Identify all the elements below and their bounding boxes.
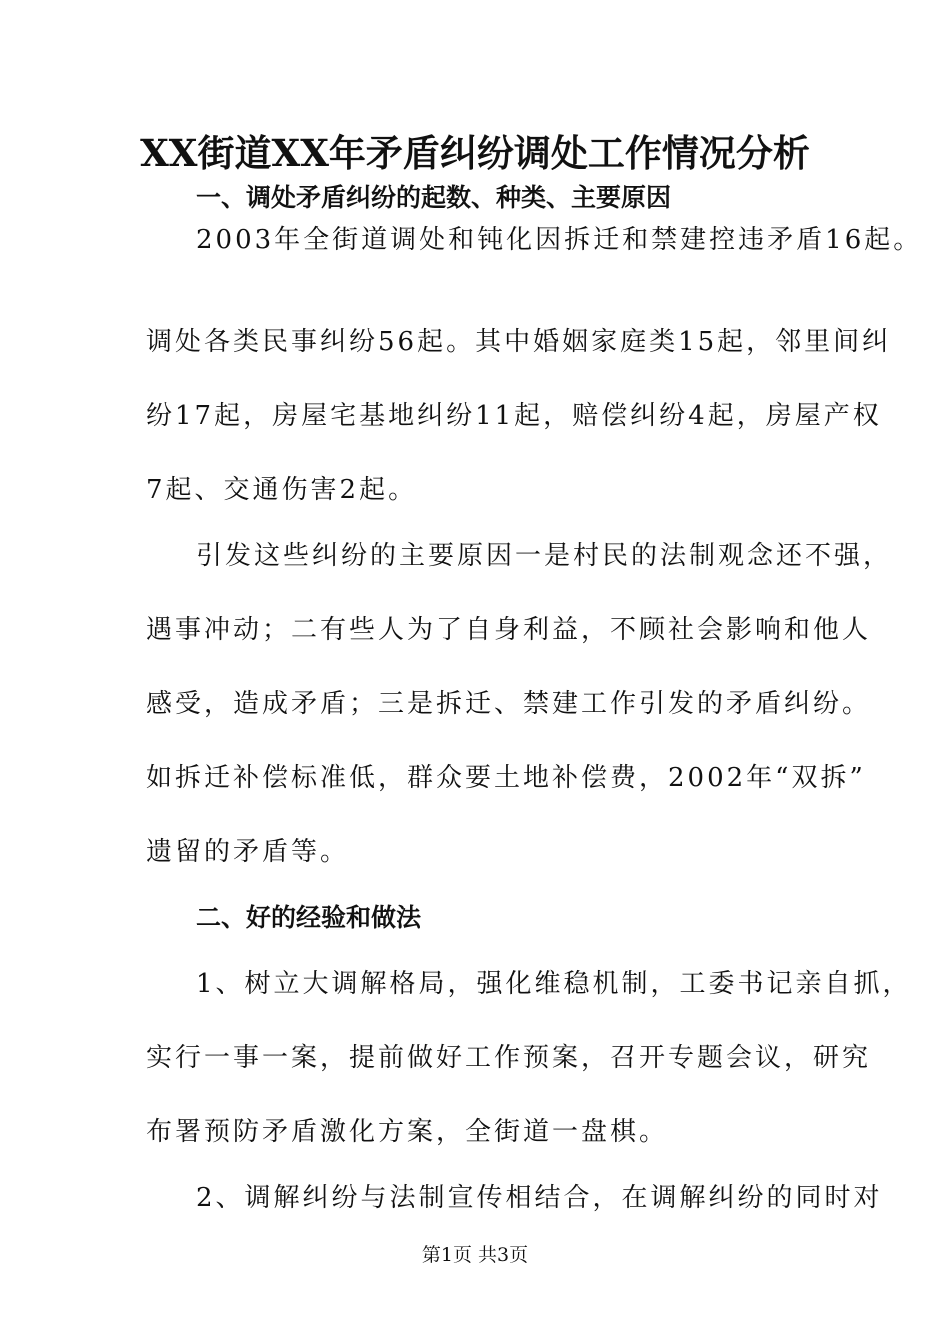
paragraph-line: 如拆迁补偿标准低，群众要土地补偿费，2002年“双拆”: [146, 763, 866, 793]
paragraph-line: 纷17起，房屋宅基地纠纷11起，赔偿纠纷4起，房屋产权: [146, 401, 882, 431]
paragraph-line: 实行一事一案，提前做好工作预案，召开专题会议，研究: [146, 1043, 872, 1073]
section-heading-2: 二、好的经验和做法: [196, 903, 422, 932]
paragraph-line: 调处各类民事纠纷56起。其中婚姻家庭类15起，邻里间纠: [146, 327, 892, 357]
paragraph-line: 遗留的矛盾等。: [146, 837, 350, 867]
document-title: XX街道XX年矛盾纠纷调处工作情况分析: [140, 131, 810, 175]
paragraph-line: 7起、交通伤害2起。: [146, 475, 418, 505]
paragraph-line: 2、调解纠纷与法制宣传相结合，在调解纠纷的同时对: [196, 1183, 883, 1213]
paragraph-line: 1、树立大调解格局，强化维稳机制，工委书记亲自抓，: [196, 969, 912, 999]
paragraph-line: 引发这些纠纷的主要原因一是村民的法制观念还不强，: [196, 541, 893, 571]
page-footer: 第1页 共3页: [421, 1244, 529, 1266]
paragraph-line: 遇事冲动；二有些人为了自身利益，不顾社会影响和他人: [146, 615, 872, 645]
paragraph-line: 2003年全街道调处和钝化因拆迁和禁建控违矛盾16起。: [196, 225, 923, 255]
paragraph-line: 布署预防矛盾激化方案，全街道一盘棋。: [146, 1117, 669, 1147]
section-heading-1: 一、调处矛盾纠纷的起数、种类、主要原因: [196, 183, 672, 212]
paragraph-line: 感受，造成矛盾；三是拆迁、禁建工作引发的矛盾纠纷。: [146, 689, 872, 719]
